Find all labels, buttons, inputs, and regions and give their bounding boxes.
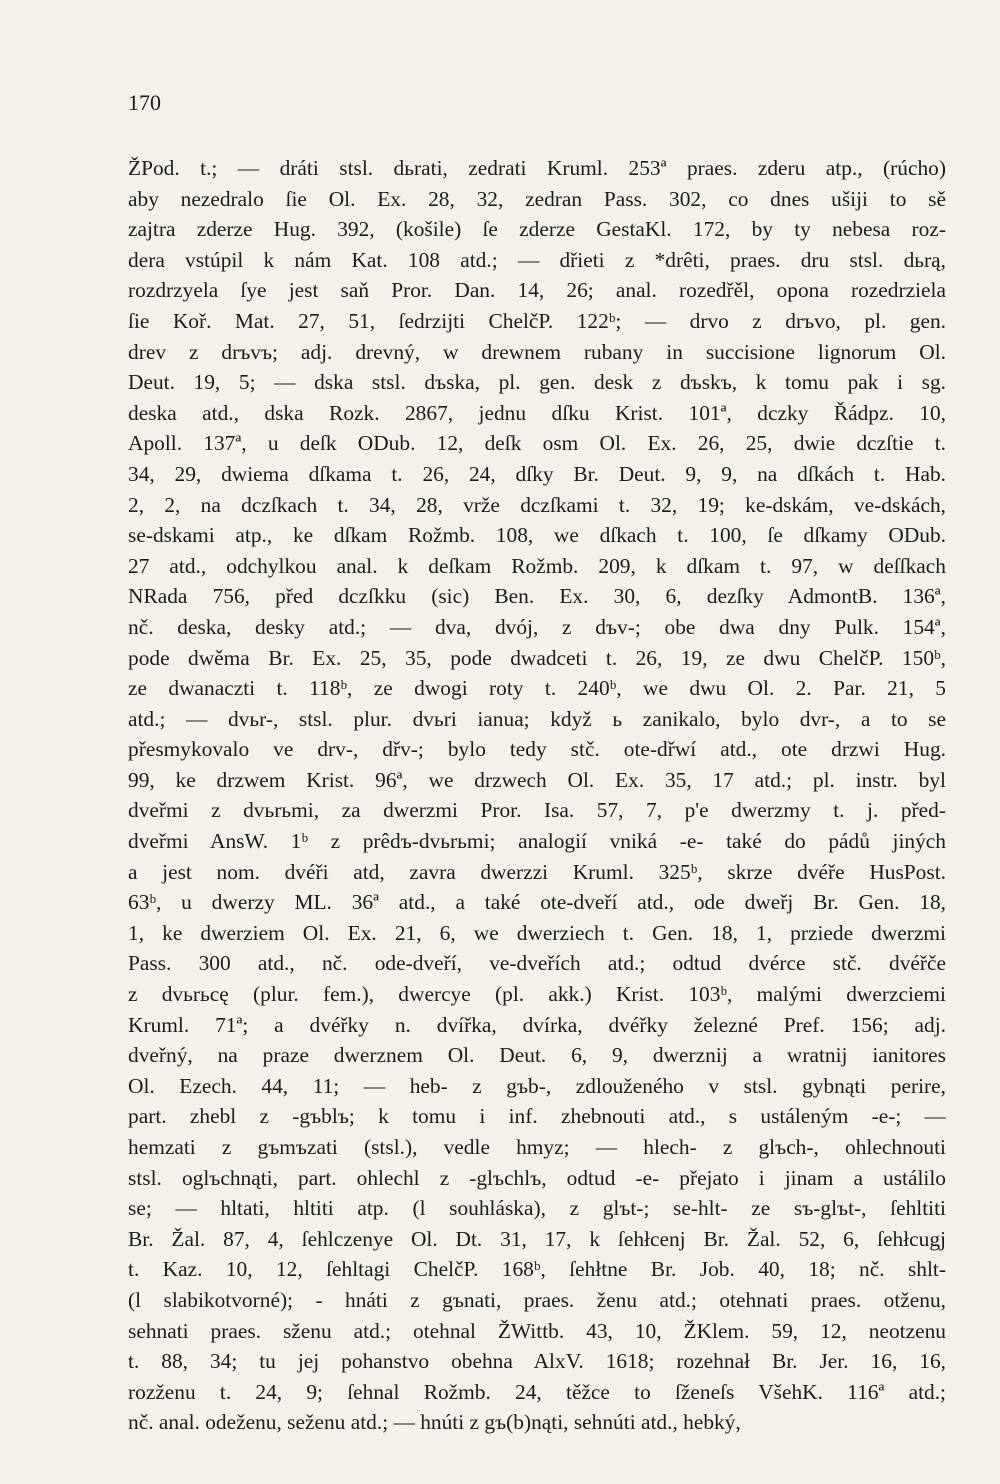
text-line: Ol. Ezech. 44, 11; — heb- z gъb-, zdlouženého v stsl. gybnąti perire, <box>128 1073 946 1098</box>
text-line: dveřmi z dvьrьmi, za dwerzmi Pror. Isa. 57, 7, p'e dwerzmy t. j. před- <box>128 798 946 823</box>
text-line: přesmykovalo ve drv-, dřv-; bylo tedy stč. ote-dřwí atd., ote drzwi Hug. <box>128 737 946 762</box>
text-line: zajtra zderze Hug. 392, (košile) ſe zderze GestaKl. 172, by ty nebesa roz- <box>128 217 946 242</box>
body-text <box>128 153 946 1438</box>
text-line: hemzati z gъmъzati (stsl.), vedle hmyz; — hlech- z glъch-, ohlechnouti <box>128 1135 946 1159</box>
text-line: t. 88, 34; tu jej pohanstvo obehna AlxV. 1618; rozehnał Br. Jer. 16, 16, <box>128 1349 946 1374</box>
text-line: stsl. oglъchnąti, part. ohlechl z -glъchlъ, odtud -e- přejato i jinam a ustálilo <box>128 1165 946 1190</box>
text-line: dveřmi AnsW. 1ᵇ z prêdъ-dvьrьmi; analogií vniká -e- také do pádů jiných <box>128 829 946 854</box>
text-line: Pass. 300 atd., nč. ode-dveří, ve-dveřích atd.; odtud dvérce stč. dvéřče <box>128 951 946 976</box>
text-line: Apoll. 137ª, u deſk ODub. 12, deſk osm Ol. Ex. 26, 25, dwie dczſtie t. <box>128 431 946 456</box>
text-line: atd.; — dvьr-, stsl. plur. dvьri ianua; když ь zanikalo, bylo dvr-, a to se <box>128 706 946 731</box>
text-line: 34, 29, dwiema dſkama t. 26, 24, dſky Br. Deut. 9, 9, na dſkách t. Hab. <box>128 461 946 486</box>
text-line: NRada 756, před dczſkku (sic) Ben. Ex. 30, 6, dezſky AdmontB. 136ª, <box>128 584 946 609</box>
text-line: Kruml. 71ª; a dvéřky n. dvířka, dvírka, dvéřky železné Pref. 156; adj. <box>128 1012 946 1037</box>
text-line: 2, 2, na dczſkach t. 34, 28, vrže dczſkami t. 32, 19; ke-dskám, ve-dskách, <box>128 492 946 517</box>
text-line: rozženu t. 24, 9; ſehnal Rožmb. 24, těžce to ſženeſs VšehK. 116ª atd.; <box>128 1379 946 1404</box>
text-line: ŽPod. t.; — dráti stsl. dьrati, zedrati Kruml. 253ª praes. zderu atp., (rúcho) <box>128 156 946 180</box>
text-line: pode dwěma Br. Ex. 25, 35, pode dwadceti t. 26, 19, ze dwu ChelčP. 150ᵇ, <box>128 645 946 670</box>
text-line: part. zhebl z -gъblъ; k tomu i inf. zhebnouti atd., s ustáleným -e-; — <box>128 1104 946 1129</box>
text-line: Deut. 19, 5; — dska stsl. dъska, pl. gen. desk z dъskъ, k tomu pak i sg. <box>128 370 946 395</box>
text-line: nč. anal. odeženu, seženu atd.; — hnúti z gъ(b)nąti, sehnúti atd., hebký, <box>128 1410 741 1435</box>
text-line: aby nezedralo ſie Ol. Ex. 28, 32, zedran Pass. 302, co dnes ušiji to sě <box>128 186 946 211</box>
text-line: ze dwanaczti t. 118ᵇ, ze dwogi roty t. 240ᵇ, we dwu Ol. 2. Par. 21, 5 <box>128 676 946 701</box>
text-line: z dvьrьcę (plur. fem.), dwercye (pl. akk.) Krist. 103ᵇ, malými dwerzciemi <box>128 982 946 1007</box>
text-line: dera vstúpil k nám Kat. 108 atd.; — dřieti z *drêti, praes. dru stsl. dьrą, <box>128 247 946 272</box>
text-line: nč. deska, desky atd.; — dva, dvój, z dъv-; obe dwa dny Pulk. 154ª, <box>128 614 946 639</box>
page-number: 170 <box>128 90 161 115</box>
text-line: 99, ke drzwem Krist. 96ª, we drzwech Ol. Ex. 35, 17 atd.; pl. instr. byl <box>128 767 946 792</box>
text-line: deska atd., dska Rozk. 2867, jednu dſku Krist. 101ª, dczky Řádpz. 10, <box>128 400 946 425</box>
text-line: dveřný, na praze dwerznem Ol. Deut. 6, 9, dwerznij a wratnij ianitores <box>128 1043 946 1068</box>
text-line: ſie Koř. Mat. 27, 51, ſedrzijti ChelčP. 122ᵇ; — drvo z drъvo, pl. gen. <box>128 308 946 333</box>
text-line: 1, ke dwerziem Ol. Ex. 21, 6, we dwerziech t. Gen. 18, 1, prziede dwerzmi <box>128 920 946 945</box>
text-line: 63ᵇ, u dwerzy ML. 36ª atd., a také ote-dveří atd., ode dweřj Br. Gen. 18, <box>128 890 946 915</box>
text-line: se-dskami atp., ke dſkam Rožmb. 108, we dſkach t. 100, ſe dſkamy ODub. <box>128 523 946 548</box>
text-line: Br. Žal. 87, 4, ſehlczenye Ol. Dt. 31, 17, k ſehłcenj Br. Žal. 52, 6, ſehłcugj <box>128 1226 946 1251</box>
text-line: sehnati praes. sženu atd.; otehnal ŽWittb. 43, 10, ŽKlem. 59, 12, neotzenu <box>128 1318 946 1343</box>
text-line: drev z drъvъ; adj. drevný, w drewnem rubany in succisione lignorum Ol. <box>128 339 946 364</box>
text-line: a jest nom. dvéři atd, zavra dwerzzi Kruml. 325ᵇ, skrze dvéře HusPost. <box>128 859 946 884</box>
text-line: rozdrzyela ſye jest saň Pror. Dan. 14, 26; anal. rozedřěl, opona rozedrziela <box>128 278 946 303</box>
text-line: se; — hltati, hltiti atp. (l souhláska), z glъt-; se-hlt- ze sъ-glъt-, ſehltiti <box>128 1196 946 1221</box>
text-line: 27 atd., odchylkou anal. k deſkam Rožmb. 209, k dſkam t. 97, w deſſkach <box>128 553 946 578</box>
text-line: (l slabikotvorné); - hnáti z gъnati, praes. ženu atd.; otehnati praes. otženu, <box>128 1287 946 1312</box>
text-line: t. Kaz. 10, 12, ſehltagi ChelčP. 168ᵇ, ſehłtne Br. Job. 40, 18; nč. shlt- <box>128 1257 946 1282</box>
